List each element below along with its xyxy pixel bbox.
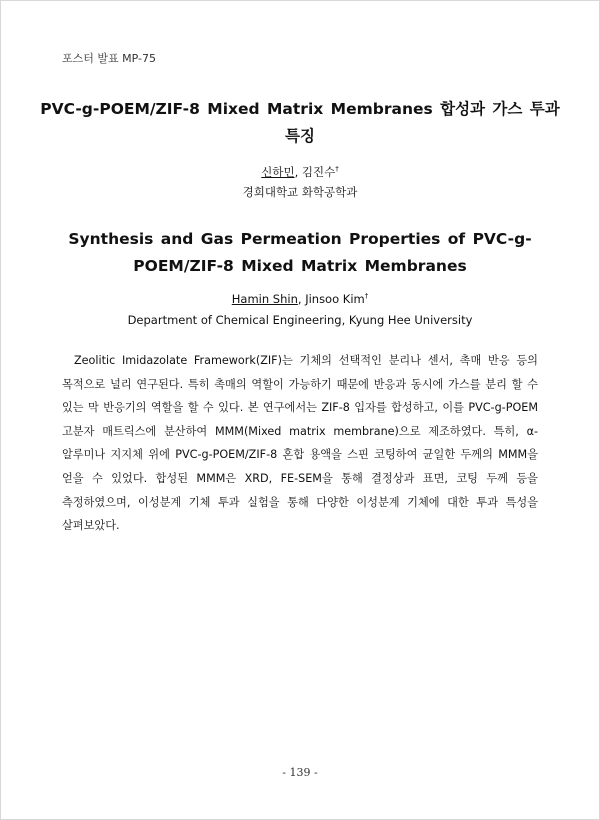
english-authors bbox=[0, 292, 600, 306]
corresponding-mark: † bbox=[364, 292, 369, 301]
english-affiliation: Department of Chemical Engineering, Kyung Hee University bbox=[127, 313, 473, 327]
author-separator: , bbox=[297, 292, 306, 306]
page-number: - 139 - bbox=[282, 766, 318, 779]
corresponding-mark: † bbox=[335, 165, 339, 174]
abstract-body: Zeolitic Imidazolate Framework(ZIF)는 기체의 선택적인 분리나 센서, 촉매 반응 등의 목적으로 널리 연구된다. 특히 촉매의 역할이 가능하기 때문에 반응과 동시에 가스를 분리 할 수 있는 막 반응기의 역할을 할 수 있다. 본 연구에서는 ZIF-8 입자를 합성하고, 이를 PVC-g-POEM 고분자 매트릭스에 분산하여 MMM(Mixed matrix membrane)으로 제조하였다. 특히, α-알루미나 지지체 위에 PVC-g-POEM/ZIF-8 혼합 용액을 스핀 코팅하여 균일한 두께의 MMM을 얻을 수 있었다. 합성된 MMM은 XRD, FE-SEM을 통해 결정상과 표면, 코팅 두께 등을 측정하였으며, 이성분계 기체 투과 실험을 통해 다양한 이성분계 기체에 대한 투과 특성을 살펴보았다. bbox=[62, 354, 538, 533]
english-title: Synthesis and Gas Permeation Properties of PVC-g-POEM/ZIF-8 Mixed Matrix Membranes bbox=[68, 230, 532, 275]
presenting-author-english: Hamin Shin bbox=[231, 292, 298, 306]
korean-authors bbox=[0, 164, 600, 180]
session-label: 포스터 발표 MP-75 bbox=[62, 52, 156, 65]
korean-title: PVC-g-POEM/ZIF-8 Mixed Matrix Membranes 합성과 가스 투과 특징 bbox=[40, 100, 560, 145]
corresponding-author-korean: 김진수 bbox=[301, 165, 336, 179]
korean-affiliation: 경희대학교 화학공학과 bbox=[242, 185, 358, 199]
author-separator: , bbox=[294, 165, 302, 179]
corresponding-author-english: Jinsoo Kim bbox=[305, 292, 365, 306]
presenting-author-korean: 신하민 bbox=[261, 165, 295, 179]
